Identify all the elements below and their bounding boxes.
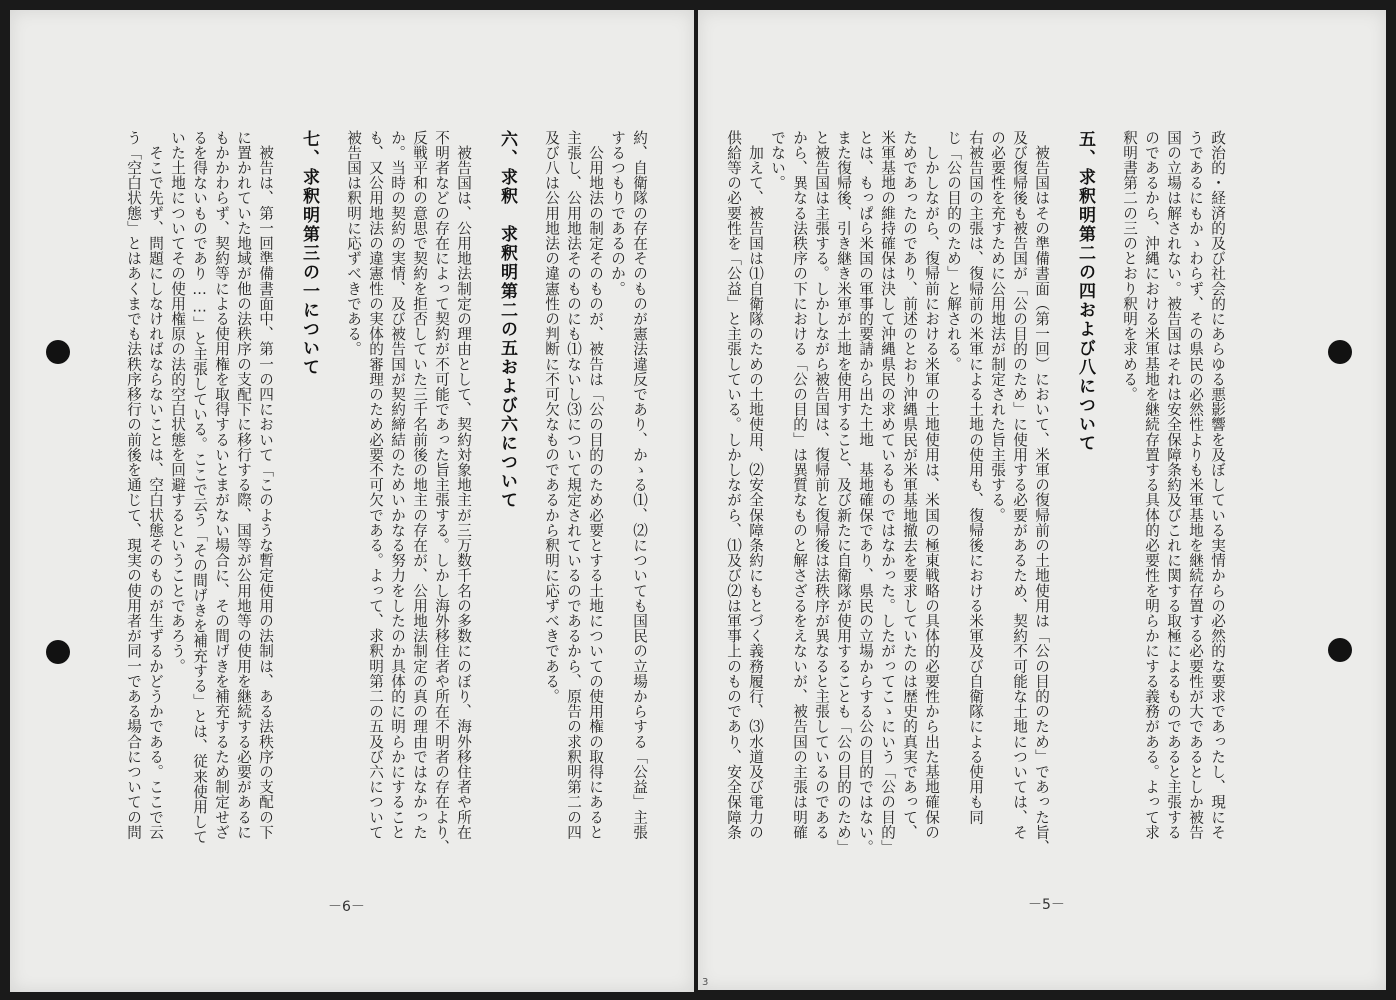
column-spacer [278, 130, 296, 855]
text-column: か。当時の契約の実情、及び被告国が契約締結のためいかなる努力をしたのか具体的に明らかにすること [389, 130, 406, 840]
page-6-text [124, 130, 648, 855]
text-column: 加えて、被告国は⑴自衛隊のための土地使用、⑵安全保障条約にもとづく義務履行、⑶水道及び電力の [747, 130, 764, 840]
text-column: 政治的・経済的及び社会的にあらゆる悪影響を及ぼしている実情からの必然的な要求であったし、現にそ [1209, 130, 1226, 840]
text-column: いた土地についてその使用権原の法的空白状態を回避するということであろう。 [169, 130, 186, 674]
text-column: と被告国は主張する。しかしながら被告国は、復帰前と復帰後は法秩序が異なると主張しているのである [813, 130, 830, 840]
text-column: じ「公の目的のため」と解される。 [945, 130, 962, 372]
text-column: るを得ないものであり……」と主張している。ここで云う「その間げきを補充する」とは、従来使用して [191, 130, 208, 845]
text-column: もかかわらず、契約等による使用権を取得するいとまがない場合に、その間げきを補充するため制定せざ [213, 130, 230, 840]
text-column: するつもりであるのか。 [609, 130, 626, 297]
pencil-mark: 3 [702, 977, 709, 988]
column-spacer [322, 130, 340, 855]
page-5-text [724, 130, 1226, 855]
text-column: しかしながら、復帰前における米軍の土地使用は、米国の極東戦略の具体的必要性から出た基地確保の [923, 130, 940, 840]
column-spacer [1098, 130, 1116, 855]
punch-hole [1328, 638, 1352, 662]
text-column: でない。 [769, 130, 786, 191]
punch-hole [1328, 340, 1352, 364]
punch-hole [46, 340, 70, 364]
column-spacer [520, 130, 538, 855]
column-spacer [1054, 130, 1072, 855]
text-column: ためであったのであり、前述のとおり沖縄県民が米軍基地撤去を要求していたのは歴史的真実であって、 [901, 130, 918, 840]
page-5-sheet [698, 10, 1386, 990]
text-column: 公用地法の制定そのものが、被告は「公の目的のため必要とする土地についての使用権の取得にあると [587, 130, 604, 840]
text-column: 被告国は釈明に応ずべきである。 [345, 130, 362, 357]
text-column: 被告国は、公用地法制定の理由として、契約対象地主が三万数千名の多数にのぼり、海外移住者や所在 [455, 130, 472, 840]
text-column: 米軍基地の維持確保は決して沖縄県民の求めているものではなかった。したがってこゝにいう「公の目的」 [879, 130, 896, 855]
text-column: の必要性を充すために公用地法が制定された旨主張する。 [989, 130, 1006, 523]
text-column: 供給等の必要性を「公益」と主張している。しかしながら、⑴及び⑵は軍事上のものであり、安全保障条 [725, 130, 742, 840]
text-column: 右被告国の主張は、復帰前の米軍による土地の使用も、復帰後における米軍及び自衛隊による使用も同 [967, 130, 984, 825]
page-number: －6－ [328, 899, 365, 915]
text-column: う「空白状態」とはあくまでも法秩序移行の前後を通じて、現実の使用者が同一である場合についての問 [125, 130, 142, 840]
text-column: も、又公用地法の違憲性の実体的審理のため必要不可欠である。よって、求釈明第二の五及び六について [367, 130, 384, 840]
text-column: 約、自衛隊の存在そのものが憲法違反であり、かゝる⑴、⑵についても国民の立場からする「公益」主張 [631, 130, 648, 840]
text-column: 主張し、公用地法そのものにも⑴ないし⑶について規定されているのであるから、原告の求釈明第二の四 [565, 130, 582, 840]
text-column: 及び八は公用地法の違憲性の判断に不可欠なものであるから釈明に応ずべきである。 [543, 130, 560, 704]
page-number: －5－ [1028, 897, 1065, 913]
punch-hole [46, 640, 70, 664]
text-column: 被告国はその準備書面（第一回）において、米軍の復帰前の土地使用は「公の目的のため」であった旨、 [1033, 130, 1050, 855]
text-column: そこで先ず、問題にしなければならないことは、空白状態そのものが生ずるかどうかである。ここで云 [147, 130, 164, 840]
text-column: から、異なる法秩序の下における「公の目的」は異質なものと解さざるをえないが、被告国の主張は明確 [791, 130, 808, 840]
text-column: 釈明書第二の三のとおり釈明を求める。 [1121, 130, 1138, 402]
text-column: のであるから、沖縄における米軍基地を継続存置する具体的必要性を明らかにする義務がある。よって求 [1143, 130, 1160, 840]
column-spacer [476, 130, 494, 855]
section-heading: 五、求釈明第二の四および八について [1075, 130, 1095, 453]
text-column: 及び復帰後も被告国が「公の目的のため」に使用する必要があるため、契約不可能な土地については、そ [1011, 130, 1028, 840]
text-column: 反戦平和の意思で契約を拒否していた三千名前後の地主の存在が、公用地法制定の真の理由ではなかった [411, 130, 428, 840]
text-column: また復帰後、引き継き米軍が土地を使用すること、及び新たに自衛隊が使用することも「公の目的のため」 [835, 130, 852, 855]
text-column: 被告は、第一回準備書面中、第一の四において「このような暫定使用の法制は、ある法秩序の支配の下 [257, 130, 274, 840]
text-column: 不明者などの存在によって契約が不可能であった旨主張する。しかし海外移住者や所在不明者の存在より、 [433, 130, 450, 855]
text-column: うであるにもかゝわらず、その県民の必然性よりも米軍基地を継続存置する必要性が大であるとしか被告 [1187, 130, 1204, 840]
page-6-sheet [10, 10, 694, 992]
text-column: 国の立場は解されない。被告国はそれは安全保障条約及びこれに関する取極によるものであると主張する [1165, 130, 1182, 840]
section-heading: 七、求釈明第三の一について [299, 130, 319, 377]
text-column: に置かれていた地域が他の法秩序の支配下に移行する際、国等が公用地等の使用を継続する必要があるに [235, 130, 252, 840]
section-heading: 六、求釈 求釈明第二の五および六について [497, 130, 517, 510]
text-column: とは、もっぱら米国の軍事的要請から出た土地 基地確保であり、県民の立場からする公の目的ではない。 [857, 130, 874, 855]
